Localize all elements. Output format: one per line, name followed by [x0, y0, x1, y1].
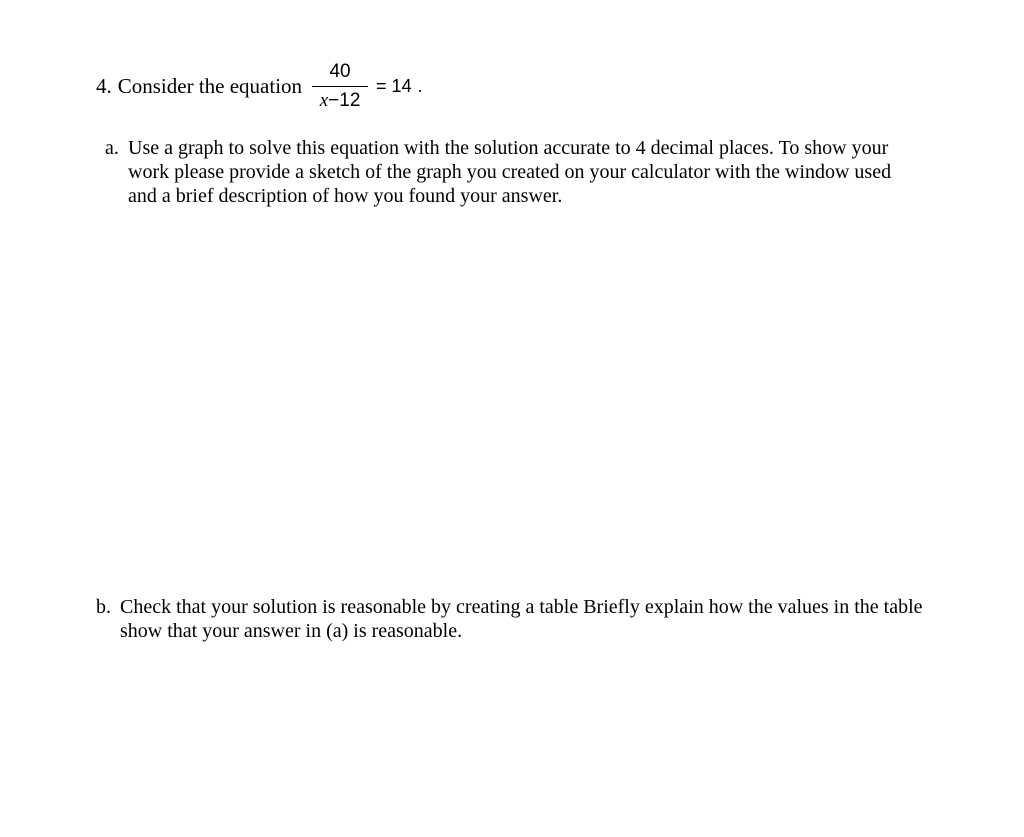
question-prompt: Consider the equation [117, 73, 303, 98]
equation-rhs: = 14 [376, 75, 412, 96]
fraction-bar [312, 86, 368, 87]
denominator-variable: x [319, 90, 329, 111]
denominator-number: 12 [339, 90, 361, 111]
part-a-letter: a. [105, 137, 119, 159]
equation-period: . [417, 75, 423, 96]
equation-fraction [312, 60, 368, 112]
part-b [96, 595, 926, 643]
fraction-numerator: 40 [329, 61, 351, 82]
question-4 [96, 58, 423, 114]
part-a [105, 136, 905, 208]
part-a-text: Use a graph to solve this equation with the solution accurate to 4 decimal places. To show your work please provide a sketch of the graph you created on your calculator with the window used and a brief description of how you found your answer. [128, 137, 892, 207]
part-b-letter: b. [96, 596, 111, 618]
part-b-text: Check that your solution is reasonable by creating a table Briefly explain how the values in the table show that your answer in (a) is reasonable. [120, 596, 923, 642]
denominator-operator: − [328, 90, 340, 111]
question-number: 4. [96, 73, 112, 98]
fraction-denominator [320, 90, 361, 112]
